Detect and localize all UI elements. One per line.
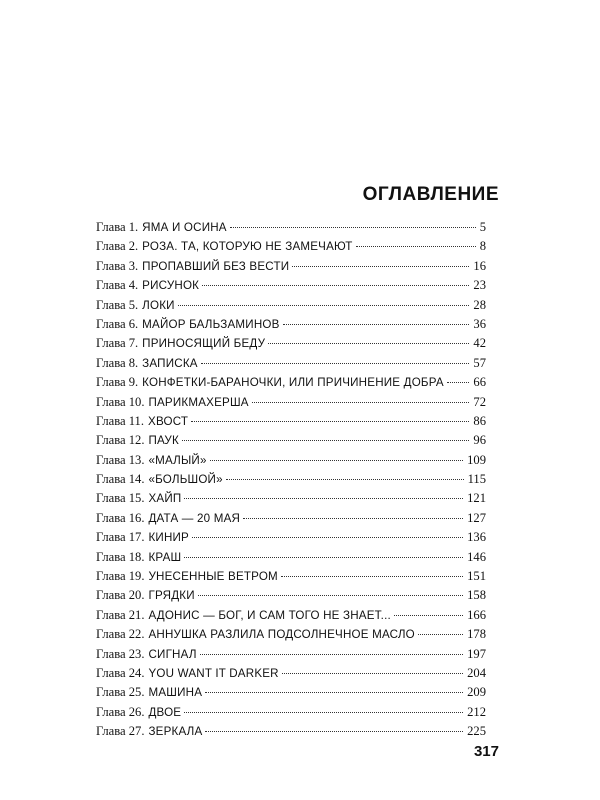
chapter-name: ДАТА — 20 МАЯ (148, 511, 241, 525)
chapter-label: Глава 20. (96, 588, 145, 603)
chapter-label: Глава 27. (96, 724, 145, 739)
chapter-name: ПАРИКМАХЕРША (148, 395, 249, 409)
dot-leader (281, 576, 463, 577)
dot-leader (283, 324, 470, 325)
toc-entry (96, 627, 486, 646)
page-number: 317 (473, 743, 499, 760)
toc-entry (96, 724, 486, 743)
chapter-name: ПАУК (148, 434, 179, 448)
toc-entry (96, 511, 486, 530)
chapter-name: ХВОСТ (148, 414, 189, 428)
chapter-page-number: 166 (467, 607, 486, 622)
chapter-page-number: 158 (467, 588, 486, 603)
toc-entry (96, 550, 486, 569)
dot-leader (192, 537, 463, 538)
dot-leader (282, 673, 463, 674)
toc-entry (96, 569, 486, 588)
toc-entry (96, 259, 486, 278)
dot-leader (418, 634, 463, 635)
chapter-page-number: 66 (473, 375, 486, 390)
dot-leader (447, 382, 470, 383)
dot-leader (191, 421, 469, 422)
chapter-label: Глава 26. (96, 704, 145, 719)
toc-entry (96, 414, 486, 433)
dot-leader (184, 712, 463, 713)
dot-leader (202, 285, 469, 286)
dot-leader (200, 654, 463, 655)
chapter-label: Глава 23. (96, 646, 145, 661)
toc-entry (96, 356, 486, 375)
toc-entry (96, 298, 486, 317)
dot-leader (198, 595, 463, 596)
chapter-page-number: 209 (467, 685, 486, 700)
chapter-page-number: 72 (473, 394, 486, 409)
chapter-label: Глава 10. (96, 394, 145, 409)
toc-entry (96, 588, 486, 607)
toc-entry (96, 453, 486, 472)
chapter-page-number: 16 (473, 258, 486, 273)
chapter-page-number: 57 (473, 355, 486, 370)
chapter-page-number: 151 (467, 569, 486, 584)
dot-leader (394, 615, 463, 616)
chapter-page-number: 136 (467, 530, 486, 545)
chapter-label: Глава 7. (96, 336, 139, 351)
chapter-page-number: 121 (467, 491, 486, 506)
chapter-label: Глава 15. (96, 491, 145, 506)
toc-entry (96, 647, 486, 666)
chapter-label: Глава 1. (96, 220, 139, 234)
chapter-page-number: 23 (473, 278, 486, 293)
dot-leader (292, 266, 469, 267)
chapter-page-number: 127 (467, 510, 486, 525)
chapter-label: Глава 6. (96, 316, 139, 331)
chapter-name: МАЙОР БАЛЬЗАМИНОВ (142, 317, 280, 331)
chapter-label: Глава 12. (96, 433, 145, 448)
chapter-name: ПРОПАВШИЙ БЕЗ ВЕСТИ (142, 259, 290, 273)
dot-leader (230, 227, 476, 228)
chapter-name: «МАЛЫЙ» (148, 453, 207, 467)
chapter-page-number: 96 (473, 433, 486, 448)
toc-entry (96, 220, 486, 239)
toc-entry (96, 705, 486, 724)
chapter-name: ДВОЕ (148, 705, 182, 719)
chapter-name: «БОЛЬШОЙ» (148, 473, 223, 487)
chapter-name: ЗАПИСКА (142, 356, 198, 370)
dot-leader (178, 305, 470, 306)
chapter-name: КИНИР (148, 531, 189, 545)
chapter-label: Глава 22. (96, 627, 145, 642)
toc-entry (96, 685, 486, 704)
chapter-label: Глава 3. (96, 258, 139, 273)
chapter-page-number: 8 (479, 239, 486, 254)
chapter-label: Глава 5. (96, 297, 139, 312)
dot-leader (182, 440, 469, 441)
toc-entry (96, 239, 486, 258)
chapter-page-number: 28 (473, 297, 486, 312)
toc-entry (96, 375, 486, 394)
chapter-page-number: 204 (467, 665, 486, 680)
chapter-label: Глава 16. (96, 510, 145, 525)
dot-leader (226, 479, 464, 480)
dot-leader (205, 731, 463, 732)
dot-leader (184, 557, 463, 558)
dot-leader (184, 498, 463, 499)
dot-leader (205, 692, 463, 693)
chapter-label: Глава 2. (96, 239, 139, 254)
chapter-page-number: 146 (467, 549, 486, 564)
chapter-name: АННУШКА РАЗЛИЛА ПОДСОЛНЕЧНОЕ МАСЛО (148, 628, 415, 642)
chapter-page-number: 197 (467, 646, 486, 661)
chapter-label: Глава 8. (96, 355, 139, 370)
chapter-page-number: 212 (467, 704, 486, 719)
chapter-label: Глава 9. (96, 375, 139, 390)
chapter-page-number: 42 (473, 336, 486, 351)
dot-leader (356, 246, 476, 247)
chapter-name: YOU WANT IT DARKER (148, 666, 279, 680)
toc-entry (96, 395, 486, 414)
toc-entry (96, 666, 486, 685)
chapter-label: Глава 17. (96, 530, 145, 545)
chapter-name: КРАШ (148, 550, 182, 564)
dot-leader (210, 460, 463, 461)
chapter-name: ЯМА И ОСИНА (142, 221, 227, 234)
toc-entry (96, 608, 486, 627)
chapter-label: Глава 11. (96, 413, 145, 428)
chapter-page-number: 36 (473, 316, 486, 331)
toc-entry (96, 336, 486, 355)
toc-entry (96, 317, 486, 336)
chapter-name: СИГНАЛ (148, 647, 197, 661)
chapter-label: Глава 4. (96, 278, 139, 293)
toc-entry (96, 491, 486, 510)
chapter-label: Глава 14. (96, 472, 145, 487)
toc-entry (96, 278, 486, 297)
dot-leader (268, 343, 469, 344)
chapter-name: ПРИНОСЯЩИЙ БЕДУ (142, 337, 266, 351)
chapter-page-number: 225 (467, 724, 486, 739)
dot-leader (201, 363, 470, 364)
chapter-name: ХАЙП (148, 492, 182, 506)
chapter-page-number: 5 (479, 220, 486, 234)
chapter-label: Глава 24. (96, 665, 145, 680)
dot-leader (252, 402, 470, 403)
toc-entry (96, 472, 486, 491)
chapter-name: АДОНИС — БОГ, И САМ ТОГО НЕ ЗНАЕТ... (148, 608, 391, 622)
chapter-label: Глава 25. (96, 685, 145, 700)
chapter-label: Глава 18. (96, 549, 145, 564)
chapter-name: УНЕСЕННЫЕ ВЕТРОМ (148, 570, 278, 584)
chapter-name: РОЗА. ТА, КОТОРУЮ НЕ ЗАМЕЧАЮТ (142, 240, 353, 254)
chapter-name: ЗЕРКАЛА (148, 725, 203, 739)
chapter-page-number: 109 (467, 452, 486, 467)
chapter-page-number: 178 (467, 627, 486, 642)
chapter-label: Глава 13. (96, 452, 145, 467)
chapter-name: МАШИНА (148, 686, 203, 700)
chapter-name: РИСУНОК (142, 279, 200, 293)
chapter-name: ЛОКИ (142, 298, 175, 312)
chapter-label: Глава 19. (96, 569, 145, 584)
toc-entry (96, 433, 486, 452)
chapter-page-number: 115 (467, 472, 486, 487)
chapter-page-number: 86 (473, 413, 486, 428)
chapter-name: КОНФЕТКИ-БАРАНОЧКИ, ИЛИ ПРИЧИНЕНИЕ ДОБРА (142, 376, 444, 390)
toc-list (96, 220, 486, 744)
toc-title: ОГЛАВЛЕНИЕ (362, 184, 499, 205)
chapter-label: Глава 21. (96, 607, 145, 622)
chapter-name: ГРЯДКИ (148, 589, 195, 603)
dot-leader (243, 518, 463, 519)
toc-entry (96, 530, 486, 549)
